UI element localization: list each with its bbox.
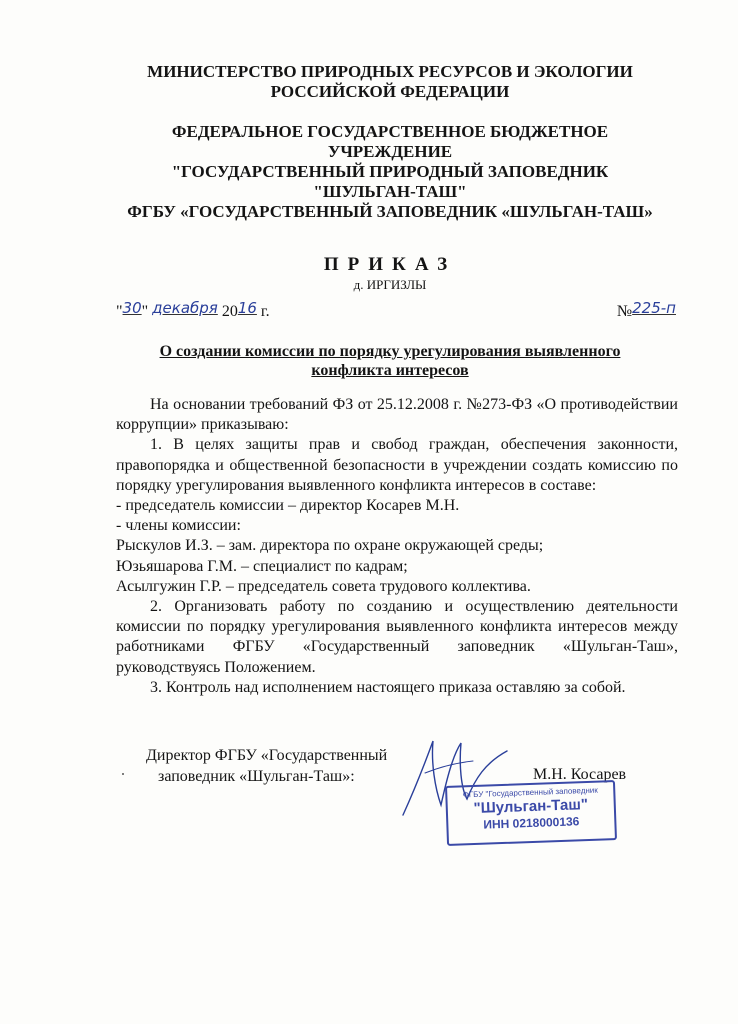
date-number-line [116, 299, 676, 328]
body-paragraph: Юзьяшарова Г.М. – специалист по кадрам; [116, 557, 408, 575]
date-quote-open: " [116, 303, 123, 320]
date-year-prefix: 20 [221, 303, 238, 320]
date-month-handwritten: декабря [152, 299, 218, 317]
body-paragraph: 2. Организовать работу по созданию и осуществлению деятельности комиссии по порядку урегулирования выявленного конфликта интересов между работниками ФГБУ «Государственный заповедник «Шульган-Таш», руководствуясь Положением. [116, 598, 678, 676]
number-handwritten: 225-п [632, 299, 676, 317]
subject-line: конфликта интересов [311, 362, 469, 379]
signatory-name: М.Н. Косарев [533, 766, 627, 783]
signatory-position-line: заповедник «Шульган-Таш»: [158, 768, 355, 785]
organization-line: "ШУЛЬГАН-ТАШ" [313, 182, 467, 201]
organization-header [60, 122, 720, 222]
body-paragraph: - председатель комиссии – директор Косарев М.Н. [116, 497, 460, 515]
order-number [616, 299, 676, 321]
organization-line: "ГОСУДАРСТВЕННЫЙ ПРИРОДНЫЙ ЗАПОВЕДНИК [171, 162, 609, 181]
stamp-line: ИНН 0218000136 [483, 814, 580, 832]
organization-line: ФГБУ «ГОСУДАРСТВЕННЫЙ ЗАПОВЕДНИК «ШУЛЬГАН-ТАШ» [127, 202, 653, 221]
order-date [116, 299, 270, 321]
body-paragraph: - члены комиссии: [116, 517, 241, 535]
number-prefix: № [616, 303, 633, 320]
body-paragraph: Асылгужин Г.Р. – председатель совета трудового коллектива. [116, 577, 531, 595]
order-subject [110, 342, 670, 380]
body-paragraph: 1. В целях защиты прав и свобод граждан, обеспечения законности, правопорядка и общественной безопасности в учреждении создать комиссию по порядку урегулирования выявленного конфликта интересов в составе: [116, 436, 678, 494]
organization-stamp [445, 780, 617, 846]
signatory-position [146, 745, 387, 787]
date-year-handwritten: 16 [237, 299, 257, 317]
subject-line: О создании комиссии по порядку урегулирования выявленного [159, 343, 621, 360]
order-body [116, 395, 678, 698]
ministry-line: МИНИСТЕРСТВО ПРИРОДНЫХ РЕСУРСОВ И ЭКОЛОГИИ [147, 62, 633, 81]
ministry-line: РОССИЙСКОЙ ФЕДЕРАЦИИ [270, 82, 510, 101]
ink-speck [122, 773, 124, 775]
organization-line: УЧРЕЖДЕНИЕ [327, 142, 453, 161]
date-day-handwritten: 30 [122, 299, 142, 317]
date-quote-close: " [141, 303, 149, 320]
date-year-mark: г. [256, 303, 270, 320]
ministry-header [60, 62, 720, 102]
document-title: ПРИКАЗ [323, 254, 457, 275]
stamp-line: "Шульган-Таш" [473, 796, 589, 817]
document-place: д. ИРГИЗЛЫ [353, 277, 427, 292]
body-paragraph: Рыскулов И.З. – зам. директора по охране окружающей среды; [116, 537, 544, 555]
stamp-line: ФГБУ "Государственный заповедник [462, 785, 598, 800]
signatory-position-line: Директор ФГБУ «Государственный [146, 747, 388, 764]
body-paragraph: 3. Контроль над исполнением настоящего приказа оставляю за собой. [150, 678, 626, 696]
organization-line: ФЕДЕРАЛЬНОЕ ГОСУДАРСТВЕННОЕ БЮДЖЕТНОЕ [171, 122, 609, 141]
body-paragraph: На основании требований ФЗ от 25.12.2008 г. №273-ФЗ «О противодействии коррупции» приказываю: [116, 396, 678, 434]
